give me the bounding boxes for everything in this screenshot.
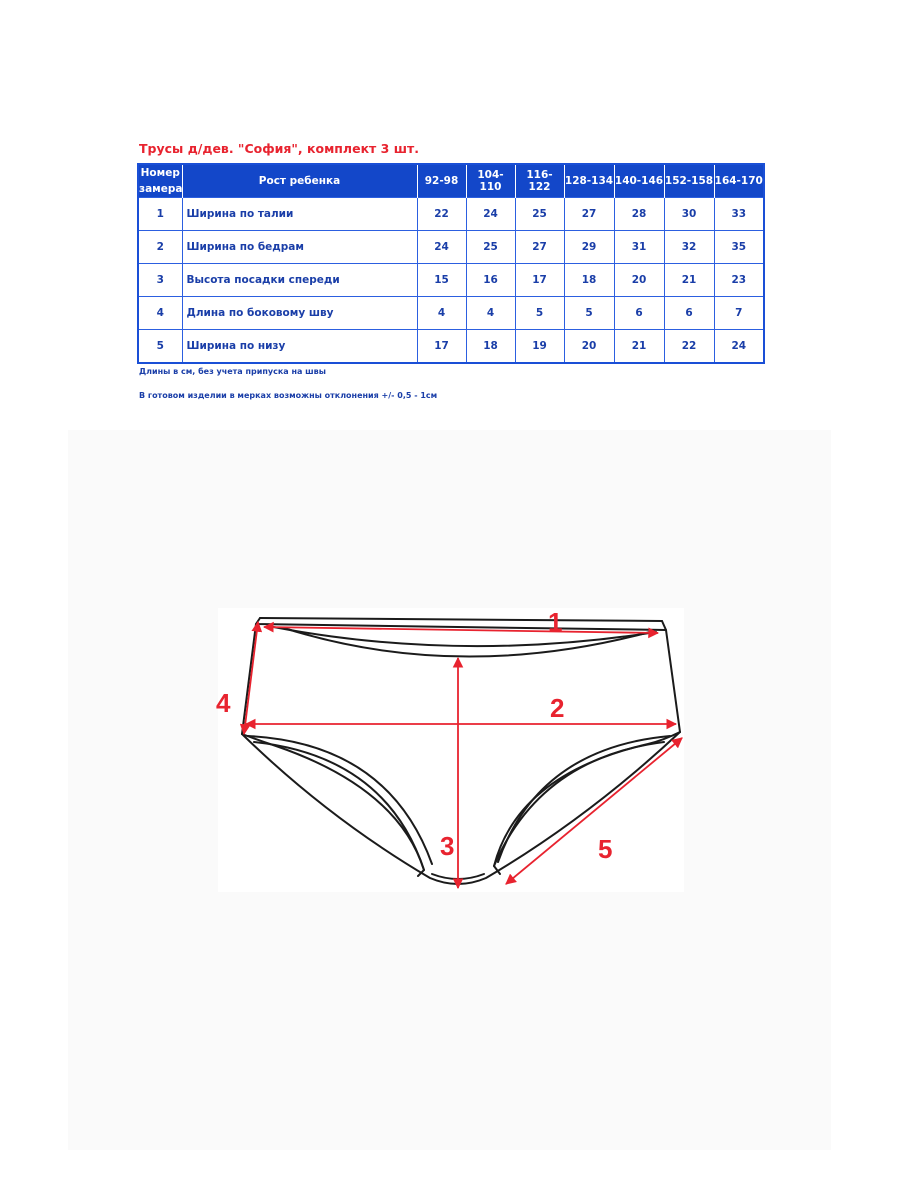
briefs-outline bbox=[242, 618, 680, 884]
product-title: Трусы д/дев. "София", комплект 3 шт. bbox=[139, 141, 419, 156]
note-units: Длины в см, без учета припуска на швы bbox=[139, 367, 326, 376]
measure-value: 17 bbox=[515, 264, 564, 297]
header-measure-number: Номер замера bbox=[138, 164, 182, 198]
measure-number: 3 bbox=[138, 264, 182, 297]
measure-value: 17 bbox=[417, 330, 466, 364]
measurement-arrows bbox=[244, 622, 682, 888]
arrow-leg-width bbox=[506, 738, 682, 884]
measure-value: 35 bbox=[714, 231, 764, 264]
measure-value: 27 bbox=[564, 198, 614, 231]
table-row bbox=[138, 231, 764, 264]
measure-name: Ширина по бедрам bbox=[182, 231, 417, 264]
measure-label-1: 1 bbox=[548, 607, 563, 637]
table-row bbox=[138, 198, 764, 231]
arrow-side-seam bbox=[244, 622, 258, 734]
table-row bbox=[138, 330, 764, 364]
measure-value: 21 bbox=[614, 330, 664, 364]
measure-number: 4 bbox=[138, 297, 182, 330]
measure-name: Высота посадки спереди bbox=[182, 264, 417, 297]
measure-value: 4 bbox=[417, 297, 466, 330]
measure-number: 2 bbox=[138, 231, 182, 264]
measure-label-4: 4 bbox=[216, 688, 231, 718]
header-size: 116-122 bbox=[515, 164, 564, 198]
table-header-row bbox=[138, 164, 764, 198]
measure-value: 23 bbox=[714, 264, 764, 297]
measure-value: 25 bbox=[515, 198, 564, 231]
measure-value: 5 bbox=[515, 297, 564, 330]
header-size: 92-98 bbox=[417, 164, 466, 198]
measure-number: 1 bbox=[138, 198, 182, 231]
header-size: 152-158 bbox=[664, 164, 714, 198]
measure-label-5: 5 bbox=[598, 834, 613, 864]
measure-value: 20 bbox=[564, 330, 614, 364]
measure-value: 5 bbox=[564, 297, 614, 330]
table-row bbox=[138, 264, 764, 297]
measure-value: 16 bbox=[466, 264, 515, 297]
garment-illustration bbox=[218, 608, 684, 892]
measure-name: Длина по боковому шву bbox=[182, 297, 417, 330]
measure-value: 21 bbox=[664, 264, 714, 297]
measure-value: 31 bbox=[614, 231, 664, 264]
table-row bbox=[138, 297, 764, 330]
header-size: 164-170 bbox=[714, 164, 764, 198]
measure-value: 7 bbox=[714, 297, 764, 330]
measure-value: 6 bbox=[614, 297, 664, 330]
measure-label-2: 2 bbox=[550, 693, 565, 723]
measure-value: 20 bbox=[614, 264, 664, 297]
measure-value: 22 bbox=[417, 198, 466, 231]
header-size: 104-110 bbox=[466, 164, 515, 198]
measure-name: Ширина по низу bbox=[182, 330, 417, 364]
note-tolerance: В готовом изделии в мерках возможны отклонения +/- 0,5 - 1см bbox=[139, 391, 438, 400]
measure-number: 5 bbox=[138, 330, 182, 364]
measure-value: 29 bbox=[564, 231, 614, 264]
size-table bbox=[137, 163, 765, 364]
measure-value: 4 bbox=[466, 297, 515, 330]
header-child-height: Рост ребенка bbox=[182, 164, 417, 198]
header-size: 140-146 bbox=[614, 164, 664, 198]
measure-value: 25 bbox=[466, 231, 515, 264]
measure-value: 6 bbox=[664, 297, 714, 330]
measure-value: 30 bbox=[664, 198, 714, 231]
measure-value: 33 bbox=[714, 198, 764, 231]
measure-value: 24 bbox=[714, 330, 764, 364]
measure-value: 32 bbox=[664, 231, 714, 264]
measure-name: Ширина по талии bbox=[182, 198, 417, 231]
header-size: 128-134 bbox=[564, 164, 614, 198]
measure-value: 18 bbox=[564, 264, 614, 297]
measure-value: 18 bbox=[466, 330, 515, 364]
measure-label-3: 3 bbox=[440, 831, 455, 861]
measure-value: 22 bbox=[664, 330, 714, 364]
measure-value: 27 bbox=[515, 231, 564, 264]
measure-value: 24 bbox=[417, 231, 466, 264]
measure-value: 15 bbox=[417, 264, 466, 297]
measure-value: 24 bbox=[466, 198, 515, 231]
measure-value: 19 bbox=[515, 330, 564, 364]
measure-value: 28 bbox=[614, 198, 664, 231]
